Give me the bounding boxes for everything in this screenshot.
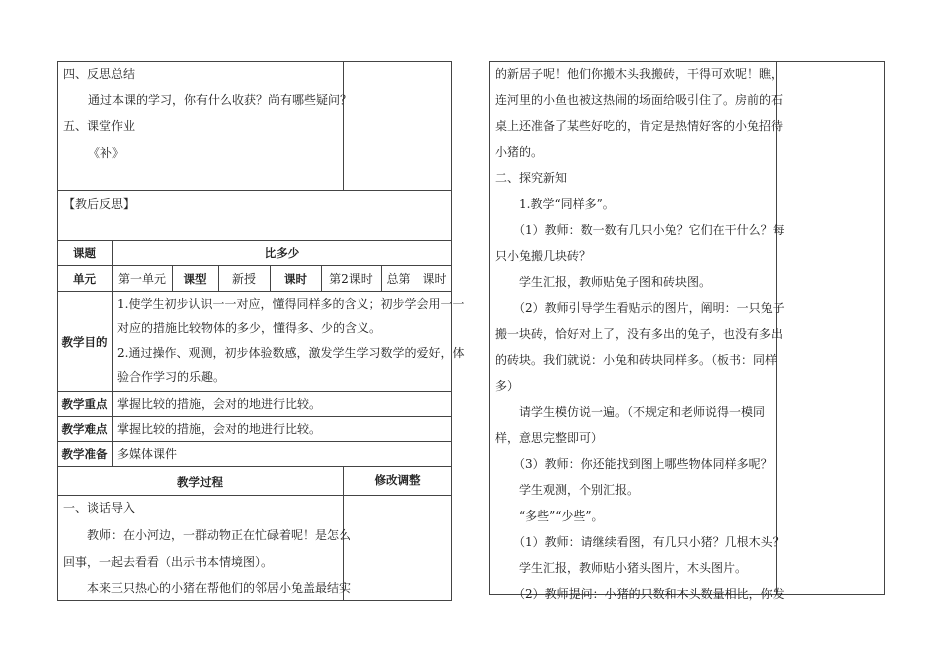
objective-line: 验合作学习的乐趣。: [117, 370, 226, 384]
right-text-line: 只小兔搬几块砖？: [495, 249, 592, 263]
objective-line: 2.通过操作、观测，初步体验数感，激发学生学习数学的爱好，体: [117, 346, 465, 360]
left-border: [489, 61, 490, 595]
hours-value: 第2课时: [329, 272, 373, 286]
right-text-line: （3）教师：你还能找到图上哪些物体同样多呢？: [495, 457, 773, 471]
right-text-line: （1）教师：数一数有几只小兔？它们在干什么？每: [495, 223, 785, 237]
bottom-border: [57, 600, 452, 601]
prep-label: 教学准备: [61, 447, 108, 461]
right-text-line: 样，意思完整即可）: [495, 431, 604, 445]
row-divider: [57, 466, 452, 467]
row-divider: [57, 265, 452, 266]
right-text-line: 二、探究新知: [495, 171, 568, 185]
right-text-line: 多）: [495, 379, 520, 393]
key-value: 掌握比较的措施，会对的地进行比较。: [117, 397, 322, 411]
right-text-line: 连河里的小鱼也被这热闹的场面给吸引住了。房前的石: [495, 93, 784, 107]
row-divider: [57, 291, 452, 292]
right-text-line: 学生汇报，教师贴兔子图和砖块图。: [495, 275, 712, 289]
total-hours: 总第 课时: [386, 272, 447, 286]
unit-label: 单元: [73, 272, 96, 286]
hours-label: 课时: [284, 272, 307, 286]
section4-title: 四、反思总结: [63, 67, 136, 81]
section5-title: 五、课堂作业: [63, 119, 136, 133]
right-text-line: 请学生模仿说一遍。（不规定和老师说得一模同: [495, 405, 766, 419]
process-header: 教学过程: [177, 475, 223, 489]
difficulty-value: 掌握比较的措施，会对的地进行比较。: [117, 422, 322, 436]
process-line: 一、谈话导入: [63, 501, 136, 515]
right-text-line: 的砖块。我们就说：小兔和砖块同样多。（板书：同样: [495, 353, 778, 367]
section4-text: 通过本课的学习，你有什么收获？尚有哪些疑问？: [88, 93, 353, 107]
right-text-line: “多些”“少些”。: [495, 509, 604, 523]
row-divider: [57, 240, 452, 241]
row-divider: [57, 441, 452, 442]
prep-value: 多媒体课件: [117, 447, 178, 461]
top-border: [489, 61, 885, 62]
right-text-line: 搬一块砖，恰好对上了，没有多出的兔子，也没有多出: [495, 327, 784, 341]
right-text-line: 1.教学“同样多”。: [495, 197, 615, 211]
objective-line: 对应的措施比较物体的多少，懂得多、少的含义。: [117, 321, 382, 335]
left-border: [57, 61, 58, 601]
topic-value: 比多少: [264, 246, 300, 260]
process-line: 教师：在小河边，一群动物正在忙碌着呢！是怎么: [63, 528, 352, 542]
difficulty-label: 教学难点: [61, 422, 108, 436]
type-value: 新授: [231, 272, 256, 286]
adjust-header: 修改调整: [374, 473, 421, 487]
row-divider: [57, 190, 452, 191]
right-text-line: （2）教师引导学生看贴示的图片，阐明：一只兔子: [495, 301, 785, 315]
right-text-line: 小猪的。: [495, 145, 544, 159]
topic-label: 课题: [73, 246, 96, 260]
objective-label: 教学目的: [61, 335, 108, 349]
process-line: 回事，一起去看看（出示书本情境图）。: [63, 555, 274, 569]
key-label: 教学重点: [61, 397, 108, 411]
objective-line: 1.使学生初步认识一一对应，懂得同样多的含义；初步学会用一一: [117, 297, 465, 311]
top-border: [57, 61, 452, 62]
section5-text: 《补》: [88, 146, 125, 160]
right-text-line: （2）教师提问：小猪的只数和木头数量相比，你发: [495, 587, 785, 601]
type-label: 课型: [183, 272, 207, 286]
row-divider: [57, 391, 452, 392]
right-border: [884, 61, 885, 595]
right-text-line: 桌上还准备了某些好吃的，肯定是热情好客的小兔招待: [495, 119, 784, 133]
reflection-label: 【教后反思】: [63, 197, 136, 211]
adjust-column-divider: [343, 61, 344, 190]
right-text-line: （1）教师：请继续看图，有几只小猪？几根木头？: [495, 535, 785, 549]
right-border: [451, 61, 452, 601]
right-text-line: 的新居子呢！他们你搬木头我搬砖，干得可欢呢！瞧，: [495, 67, 784, 81]
unit-value: 第一单元: [117, 272, 166, 286]
row-divider: [57, 416, 452, 417]
process-line: 本来三只热心的小猪在帮他们的邻居小兔盖最结实: [63, 581, 352, 595]
right-text-line: 学生汇报，教师贴小猪头图片，木头图片。: [495, 561, 748, 575]
row-divider: [57, 495, 452, 496]
right-text-line: 学生观测，个别汇报。: [495, 483, 640, 497]
